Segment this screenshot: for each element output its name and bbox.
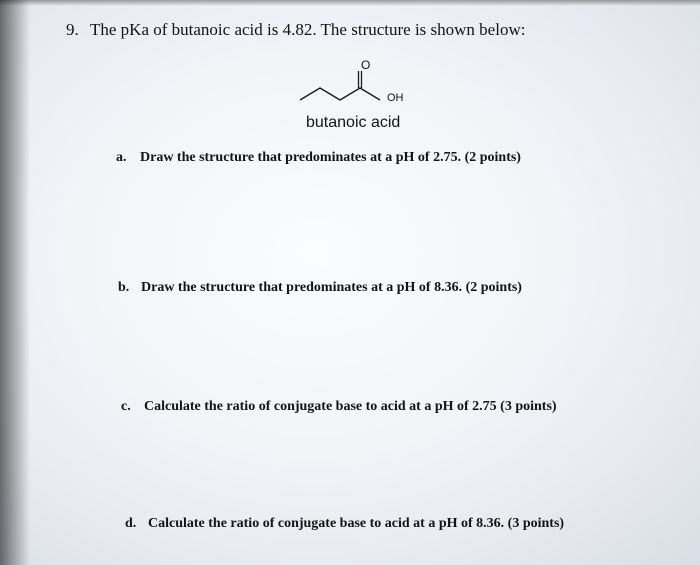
part-c-letter: c. — [121, 399, 131, 414]
hydroxyl-group-label: OH — [387, 92, 404, 104]
question-number: 9. — [66, 20, 79, 39]
part-b-text: Draw the structure that predominates at a pH of 8.36. (2 points) — [141, 280, 522, 295]
butanoic-acid-structure — [290, 50, 420, 115]
part-d-text: Calculate the ratio of conjugate base to acid at a pH of 8.36. (3 points) — [148, 516, 565, 531]
part-d-letter: d. — [125, 516, 137, 531]
part-b-letter: b. — [118, 280, 130, 295]
compound-name: butanoic acid — [306, 114, 401, 131]
part-a-letter: a. — [116, 150, 127, 165]
left-edge-shadow — [0, 0, 30, 565]
carbon-chain-bonds — [300, 88, 380, 100]
part-c-text: Calculate the ratio of conjugate base to acid at a pH of 2.75 (3 points) — [144, 399, 557, 414]
question-text: The pKa of butanoic acid is 4.82. The structure is shown below: — [90, 20, 526, 39]
oxygen-atom-label: O — [361, 58, 371, 72]
top-edge-shadow — [0, 0, 700, 6]
part-a-text: Draw the structure that predominates at a pH of 2.75. (2 points) — [140, 150, 521, 165]
